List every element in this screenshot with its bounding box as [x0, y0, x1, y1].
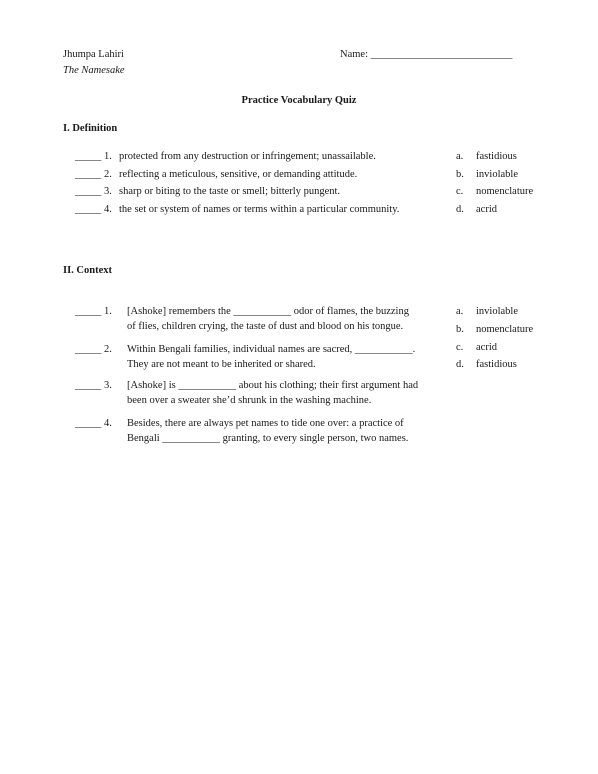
definition-text: sharp or biting to the taste or smell; bitterly pungent.: [119, 186, 341, 197]
choice-letter: b.: [456, 169, 464, 180]
answer-blank[interactable]: _____: [75, 204, 102, 215]
answer-blank[interactable]: _____: [75, 344, 102, 355]
choice-word: fastidious: [476, 359, 517, 370]
section1-heading: I. Definition: [63, 123, 118, 134]
choice-letter: c.: [456, 186, 464, 197]
section2-heading: II. Context: [63, 265, 112, 276]
item-number: 4.: [104, 204, 112, 215]
choice-letter: d.: [456, 204, 464, 215]
answer-blank[interactable]: _____: [75, 186, 102, 197]
context-sentence: [127, 342, 415, 372]
item-number: 4.: [104, 418, 112, 429]
quiz-title: Practice Vocabulary Quiz: [241, 95, 357, 106]
item-number: 2.: [104, 344, 112, 355]
answer-blank[interactable]: _____: [75, 380, 102, 391]
choice-letter: d.: [456, 359, 464, 370]
choice-word: nomenclature: [476, 186, 534, 197]
choice-letter: b.: [456, 324, 464, 335]
definition-text: reflecting a meticulous, sensitive, or demanding attitude.: [119, 169, 358, 180]
choice-letter: a.: [456, 306, 464, 317]
answer-blank[interactable]: _____: [75, 306, 102, 317]
author-name: Jhumpa Lahiri: [63, 49, 124, 60]
sentence-line: They are not meant to be inherited or shared.: [127, 359, 316, 370]
definition-text: the set or system of names or terms within a particular community.: [119, 204, 400, 215]
choice-word: nomenclature: [476, 324, 534, 335]
choice-word: inviolable: [476, 169, 518, 180]
sentence-line: [Ashoke] is ___________ about his clothing; their first argument had: [127, 380, 419, 391]
choice-word: acrid: [476, 204, 497, 215]
choice-letter: a.: [456, 151, 464, 162]
context-sentence: [127, 416, 408, 446]
item-number: 3.: [104, 380, 112, 391]
choice-word: inviolable: [476, 306, 518, 317]
sentence-line: Besides, there are always pet names to tide one over: a practice of: [127, 418, 404, 429]
definition-text: protected from any destruction or infringement; unassailable.: [119, 151, 376, 162]
context-sentence: [127, 378, 418, 408]
book-title: The Namesake: [63, 65, 125, 76]
sentence-line: Bengali ___________ granting, to every single person, two names.: [127, 433, 409, 444]
answer-blank[interactable]: _____: [75, 151, 102, 162]
sentence-line: Within Bengali families, individual names are sacred, ___________.: [127, 344, 416, 355]
choice-word: fastidious: [476, 151, 517, 162]
item-number: 1.: [104, 306, 112, 317]
context-sentence: [127, 304, 409, 334]
answer-blank[interactable]: _____: [75, 169, 102, 180]
sentence-line: [Ashoke] remembers the ___________ odor of flames, the buzzing: [127, 306, 409, 317]
choice-letter: c.: [456, 342, 464, 353]
item-number: 1.: [104, 151, 112, 162]
choice-word: acrid: [476, 342, 497, 353]
item-number: 3.: [104, 186, 112, 197]
sentence-line: been over a sweater she’d shrunk in the washing machine.: [127, 395, 372, 406]
item-number: 2.: [104, 169, 112, 180]
student-name-field[interactable]: Name: ___________________________: [340, 49, 513, 60]
sentence-line: of flies, children crying, the taste of dust and blood on his tongue.: [127, 321, 404, 332]
answer-blank[interactable]: _____: [75, 418, 102, 429]
